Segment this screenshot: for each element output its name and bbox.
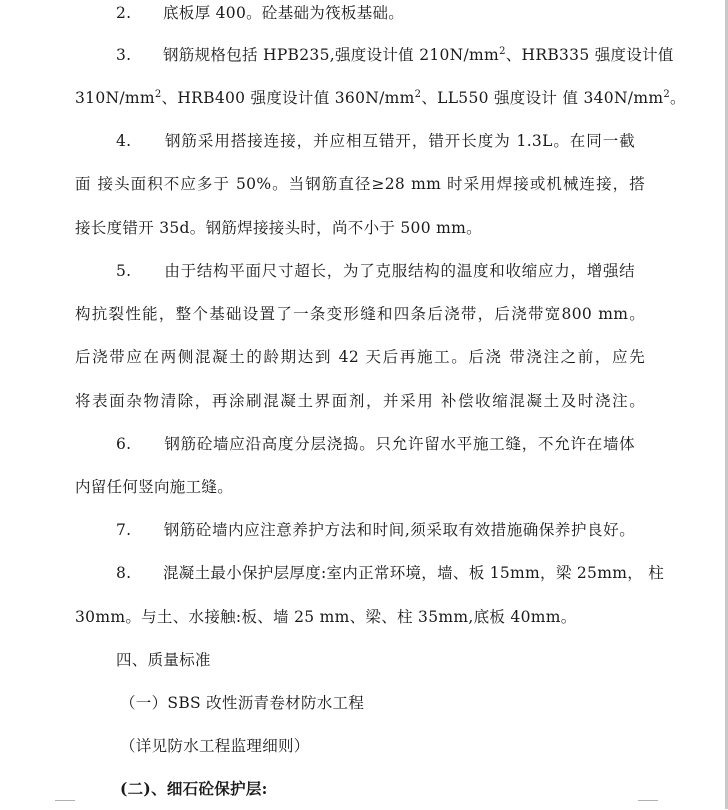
paragraph-6-line-1: 6. 钢筋砼墙应沿高度分层浇捣。只允许留水平施工缝，不允许在墙体 [116, 435, 635, 453]
paragraph-5-line-4: 将表面杂物清除，再涂刷混凝土界面剂，并采用 补偿收缩混凝土及时浇注。 [75, 392, 645, 410]
p3-l2-text-c: 、LL550 强度设计 值 340N/mm [421, 89, 664, 107]
paragraph-5-line-3: 后浇带应在两侧混凝土的龄期达到 42 天后再施工。后浇 带浇注之前，应先 [75, 348, 645, 366]
subsection-1-title: （一）SBS 改性沥青卷材防水工程 [120, 694, 365, 712]
paragraph-8-line-1: 8. 混凝土最小保护层厚度:室内正常环境，墙、板 15mm，梁 25mm， 柱 [116, 564, 665, 582]
p3-l2-text-a: 310N/mm [75, 89, 155, 107]
p3-l1-text-b: 、HRB335 强度设计值 [505, 46, 674, 64]
paragraph-5-line-2: 构抗裂性能，整个基础设置了一条变形缝和四条后浇带，后浇带宽800 mm。 [75, 305, 645, 323]
paragraph-7-line-1: 7. 钢筋砼墙内应注意养护方法和时间,须采取有效措施确保养护良好。 [116, 521, 635, 539]
paragraph-4-line-2: 面 接头面积不应多于 50%。当钢筋直径≥28 mm 时采用焊接或机械连接，搭 [75, 175, 645, 193]
paragraph-5-line-1: 5. 由于结构平面尺寸超长，为了克服结构的温度和收缩应力，增强结 [116, 262, 635, 280]
section-heading-quality-standard: 四、质量标准 [116, 651, 211, 669]
p3-l2-superscript-2: 2 [414, 89, 422, 100]
paragraph-3-line-2 [75, 87, 686, 109]
subsection-1-note: （详见防水工程监理细则） [120, 737, 310, 755]
p3-l2-text-d: 。 [670, 89, 686, 107]
p3-l2-superscript-3: 2 [663, 89, 671, 100]
p3-l1-text-a: 3. 钢筋规格包括 HPB235,强度设计值 210N/mm [116, 46, 500, 64]
paragraph-3-line-1 [116, 44, 674, 66]
paragraph-8-line-2: 30mm。与土、水接触:板、墙 25 mm、梁、柱 35mm,底板 40mm。 [75, 608, 577, 626]
subsection-2-title: (二)、细石砼保护层: [120, 779, 268, 798]
p3-l2-text-b: 、HRB400 强度设计值 360N/mm [161, 89, 415, 107]
paragraph-4-line-3: 接长度错开 35d。钢筋焊接接头时，尚不小于 500 mm。 [75, 219, 482, 237]
paragraph-4-line-1: 4. 钢筋采用搭接连接，并应相互错开，错开长度为 1.3L。在同一截 [116, 132, 635, 150]
p3-l1-superscript: 2 [499, 46, 506, 57]
paragraph-2-line-1: 2. 底板厚 400。砼基础为筏板基础。 [116, 4, 405, 22]
p3-l2-superscript-1: 2 [154, 89, 162, 100]
paragraph-6-line-2: 内留任何竖向施工缝。 [75, 478, 234, 496]
